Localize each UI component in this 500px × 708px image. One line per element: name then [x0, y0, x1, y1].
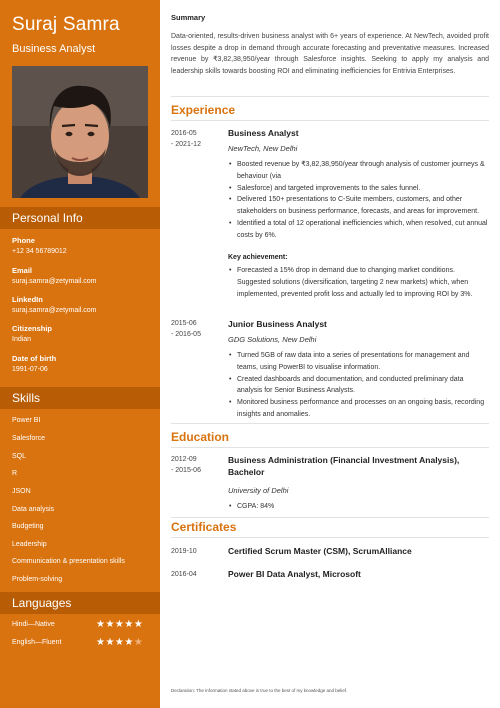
divider [171, 120, 489, 121]
job-title: Junior Business Analyst [228, 319, 327, 329]
profile-photo [12, 66, 148, 198]
list-item: • Turned 5GB of raw data into a series of presentations for management and teams, using PowerBI to visualise information. [228, 350, 490, 374]
candidate-name: Suraj Samra [12, 14, 120, 35]
email-value[interactable]: suraj.samra@zetymail.com [12, 278, 97, 285]
list-item: • Salesforce) and targeted improvements to the sales funnel. [228, 183, 490, 195]
linkedin-value[interactable]: suraj.samra@zetymail.com [12, 307, 97, 314]
skill-item: Budgeting [12, 523, 44, 530]
job-bullets [228, 350, 490, 421]
citizenship-value: Indian [12, 336, 32, 343]
job-date-end: - 2021-12 [171, 141, 201, 148]
divider [171, 423, 489, 424]
divider [171, 96, 489, 97]
phone-value: +12 34 56789012 [12, 248, 67, 255]
list-item: • Identified a total of 12 operational inefficiencies which, when resolved, cut annual costs by 6%. [228, 218, 490, 242]
main-content [160, 0, 500, 708]
edu-date-start: 2012-09 [171, 456, 197, 463]
email-label: Email [12, 266, 33, 275]
list-item: • Created dashboards and documentation, and conducted preliminary data analysis for Senior Business Analysts. [228, 374, 490, 398]
rating-stars-icon [96, 637, 143, 648]
list-item: • Monitored business performance and processes on an ongoing basis, recording insights and anomalies. [228, 397, 490, 421]
cert-name: Power BI Data Analyst, Microsoft [228, 569, 361, 579]
skill-item: Problem-solving [12, 576, 63, 583]
summary-text: Data-oriented, results-driven business analyst with 6+ years of experience. At NewTech, avoided profit losses despite a drop in demand through accurate forecasting and preventative measures. Increased revenue by ₹3,82,38,950/year through Salesforce insights. Seeking to apply my analysis and leadership skills towards boosting ROI and eliminating inefficiencies for Entrivia Enterprises. [171, 33, 489, 75]
empty-star-icon: ★ [133, 637, 144, 648]
job-company: NewTech, New Delhi [228, 144, 298, 153]
school-name: University of Delhi [228, 486, 289, 495]
linkedin-label: LinkedIn [12, 295, 43, 304]
education-heading: Education [171, 430, 230, 444]
filled-stars-icon: ★★★★ [96, 637, 134, 648]
job-date-start: 2015-06 [171, 320, 197, 327]
dob-value: 1991-07-06 [12, 366, 48, 373]
key-achievement-label: Key achievement: [228, 254, 288, 261]
summary-heading: Summary [171, 13, 206, 22]
list-item: • Boosted revenue by ₹3,82,38,950/year through analysis of customer journeys & behaviour (via [228, 159, 490, 183]
job-title: Business Analyst [228, 128, 299, 138]
list-item: • Forecasted a 15% drop in demand due to changing market conditions. Suggested solutions (diversification, targeting 2 new markets) which, when implemented, prevented profit loss and actually led to improving ROI by 3%. [228, 265, 490, 300]
list-item: • Delivered 150+ presentations to C-Suite members, customers, and other stakeholders on business performance, forecasts, and areas for improvement. [228, 194, 490, 218]
skill-item: Salesforce [12, 435, 46, 442]
edu-date-end: - 2015-06 [171, 467, 201, 474]
skill-item: Data analysis [12, 506, 55, 513]
certificates-heading: Certificates [171, 520, 237, 534]
cert-date: 2019-10 [171, 548, 197, 555]
experience-heading: Experience [171, 103, 236, 117]
divider [171, 537, 489, 538]
rating-stars-icon [96, 619, 143, 630]
citizenship-label: Citizenship [12, 324, 53, 333]
cert-date: 2016-04 [171, 571, 197, 578]
divider [171, 447, 489, 448]
profile-photo-illustration [12, 66, 148, 198]
personal-info-heading: Personal Info [0, 207, 160, 229]
languages-heading: Languages [0, 592, 160, 614]
cert-name: Certified Scrum Master (CSM), ScrumAlliance [228, 546, 412, 556]
key-achievement-bullets [228, 265, 490, 300]
job-company: GDG Solutions, New Delhi [228, 335, 317, 344]
degree-title: Business Administration (Financial Investment Analysis), Bachelor [228, 455, 460, 477]
language-name: Hindi—Native [12, 621, 55, 628]
list-item: • CGPA: 84% [228, 501, 490, 513]
skill-item: Power BI [12, 417, 41, 424]
divider [171, 517, 489, 518]
sidebar [0, 0, 160, 708]
job-date-start: 2016-05 [171, 130, 197, 137]
language-name: English—Fluent [12, 639, 62, 646]
skill-item: R [12, 470, 18, 477]
job-date-end: - 2016-05 [171, 331, 201, 338]
filled-stars-icon: ★★★★★ [96, 619, 144, 630]
skill-item: SQL [12, 453, 27, 460]
job-bullets [228, 159, 490, 242]
phone-label: Phone [12, 236, 35, 245]
candidate-role: Business Analyst [12, 43, 96, 55]
dob-label: Date of birth [12, 354, 57, 363]
skill-item: JSON [12, 488, 31, 495]
skill-item: Leadership [12, 541, 47, 548]
edu-bullets [228, 501, 490, 513]
skills-heading: Skills [0, 387, 160, 409]
skill-item: Communication & presentation skills [12, 558, 125, 565]
declaration-text: Declaration: The information stated above is true to the best of my knowledge and belief. [171, 688, 348, 693]
